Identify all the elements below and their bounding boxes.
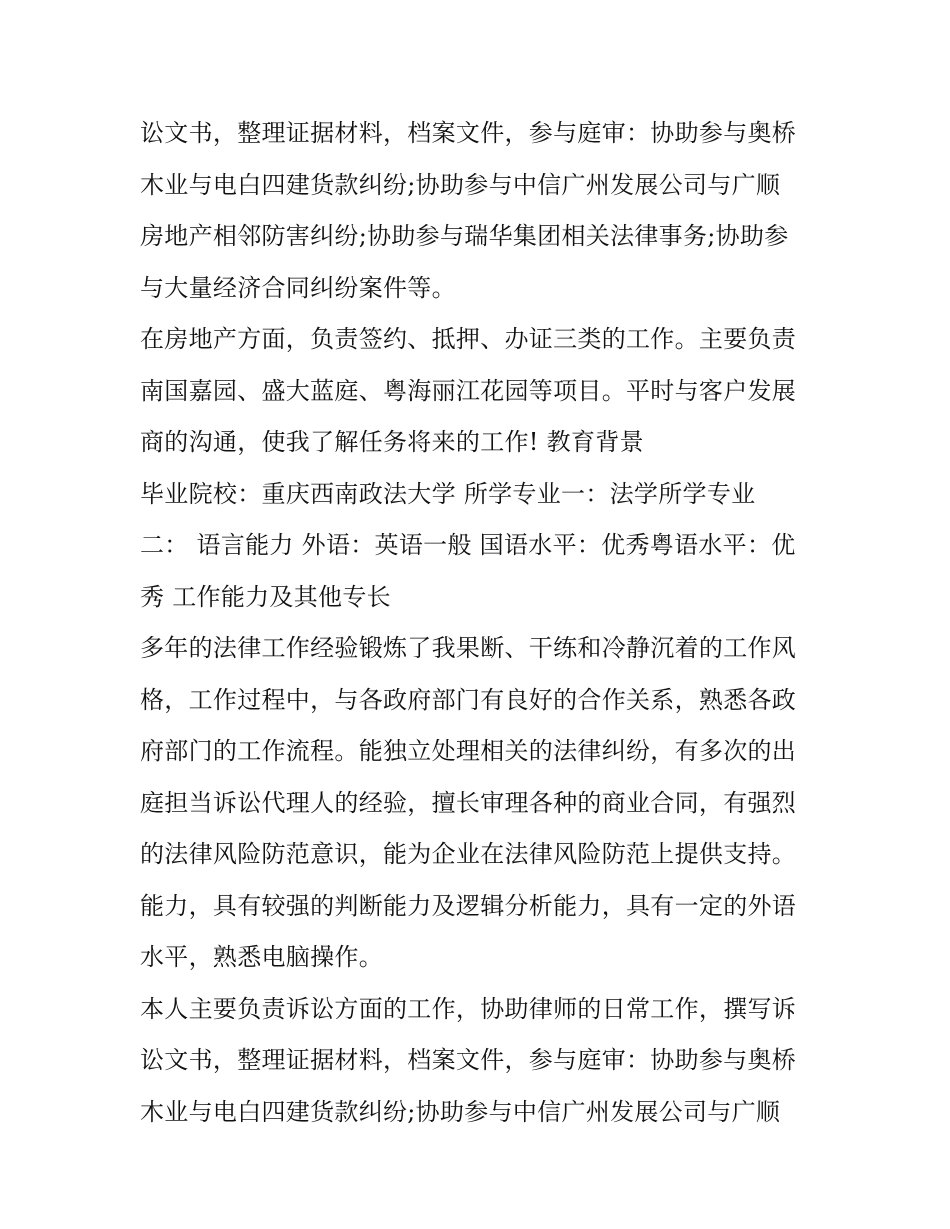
text-line: 能力，具有较强的判断能力及逻辑分析能力，具有一定的外语 [140,891,797,920]
text-line: 毕业院校：重庆西南政法大学 所学专业一：法学所学专业 [140,479,756,508]
text-line: 木业与电白四建货款纠纷;协助参与中信广州发展公司与广顺 [140,170,781,199]
text-line: 与大量经济合同纠纷案件等。 [140,273,456,302]
text-line: 讼文书，整理证据材料，档案文件，参与庭审：协助参与奥桥 [140,119,797,147]
text-line: 格，工作过程中，与各政府部门有良好的合作关系，熟悉各政 [140,685,797,714]
text-line: 本人主要负责诉讼方面的工作，协助律师的日常工作，撰写诉 [140,994,797,1023]
text-line: 府部门的工作流程。能独立处理相关的法律纠纷，有多次的出 [140,737,797,765]
text-line: 二： 语言能力 外语：英语一般 国语水平：优秀粤语水平：优 [140,531,796,559]
text-line: 水平，熟悉电脑操作。 [140,943,383,971]
text-line: 的法律风险防范意识，能为企业在法律风险防范上提供支持。 [140,840,797,868]
text-line: 房地产相邻防害纠纷;协助参与瑞华集团相关法律事务;协助参 [140,222,789,250]
text-line: 南国嘉园、盛大蓝庭、粤海丽江花园等项目。平时与客户发展 [140,376,797,405]
text-line: 在房地产方面，负责签约、抵押、办证三类的工作。主要负责 [140,325,797,353]
text-line: 庭担当诉讼代理人的经验，擅长审理各种的商业合同，有强烈 [140,788,797,817]
text-line: 木业与电白四建货款纠纷;协助参与中信广州发展公司与广顺 [140,1097,781,1126]
document-body [140,108,820,1138]
text-line: 商的沟通，使我了解任务将来的工作! 教育背景 [140,428,644,456]
text-line: 讼文书，整理证据材料，档案文件，参与庭审：协助参与奥桥 [140,1046,797,1074]
text-line: 秀 工作能力及其他专长 [140,582,391,611]
text-line: 多年的法律工作经验锻炼了我果断、干练和冷静沉着的工作风 [140,634,797,662]
